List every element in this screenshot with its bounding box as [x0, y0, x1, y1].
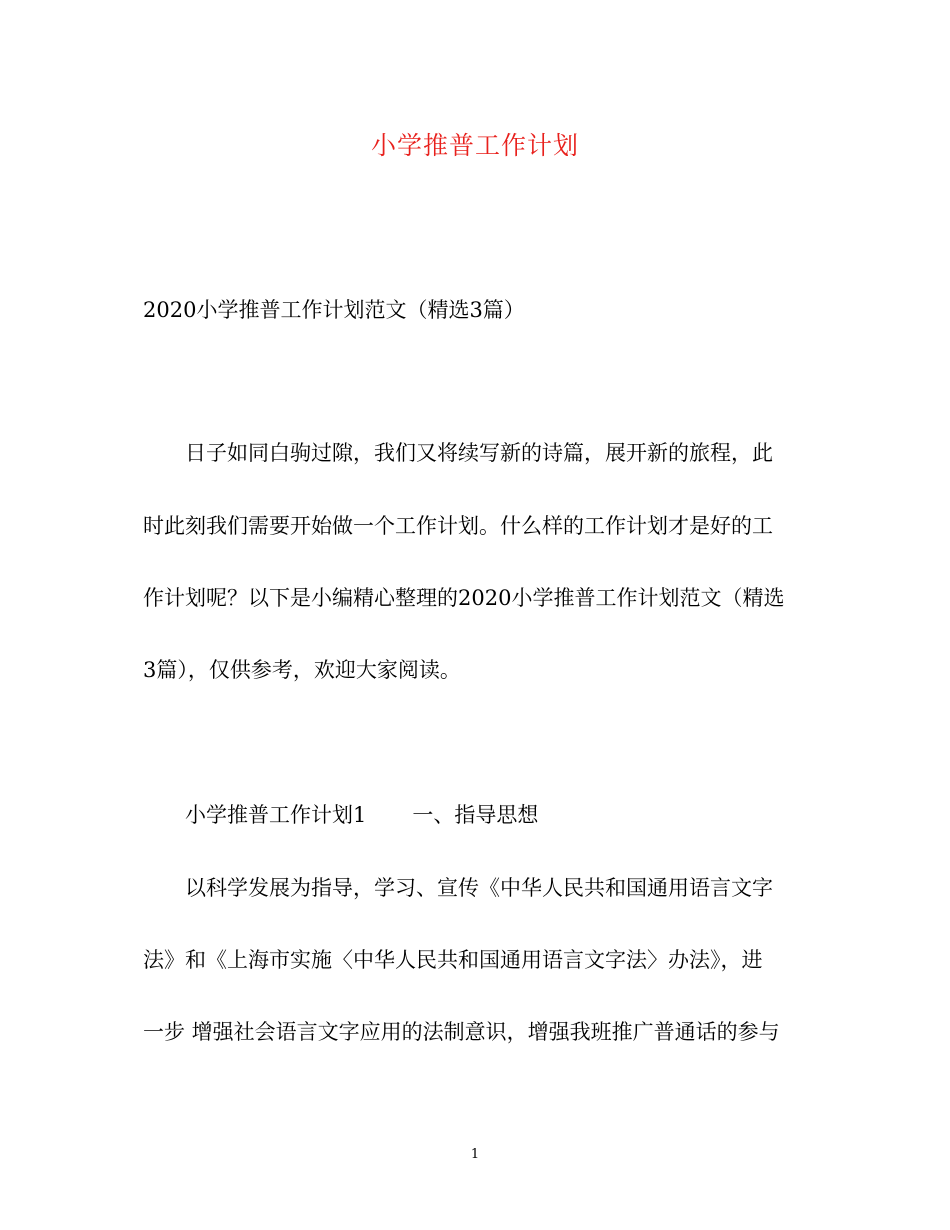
document-title: 小学推普工作计划 — [370, 131, 579, 160]
paragraph-1-line-4: 3篇），仅供参考，欢迎大家阅读。 — [143, 658, 461, 682]
page-number: 1 — [470, 1147, 480, 1162]
paragraph-2-line-3: 一步 增强社会语言文字应用的法制意识，增强我班推广普通话的参与 — [143, 1020, 780, 1044]
document-subtitle: 2020小学推普工作计划范文（精选3篇） — [143, 298, 525, 322]
paragraph-1-line-1: 日子如同白驹过隙，我们又将续写新的诗篇，展开新的旅程，此 — [185, 441, 773, 465]
paragraph-1-line-2: 时此刻我们需要开始做一个工作计划。什么样的工作计划才是好的工 — [143, 514, 773, 538]
paragraph-1-line-3: 作计划呢？以下是小编精心整理的2020小学推普工作计划范文（精选 — [143, 586, 785, 610]
paragraph-2-line-1: 以科学发展为指导，学习、宣传《中华人民共和国通用语言文字 — [185, 876, 773, 900]
paragraph-2-line-2: 法》和《上海市实施〈中华人民共和国通用语言文字法〉办法》，进 — [143, 948, 763, 972]
section-1-subheading: 一、指导思想 — [412, 803, 539, 827]
section-1-heading-line — [185, 800, 538, 830]
section-1-heading: 小学推普工作计划1 — [185, 803, 367, 827]
